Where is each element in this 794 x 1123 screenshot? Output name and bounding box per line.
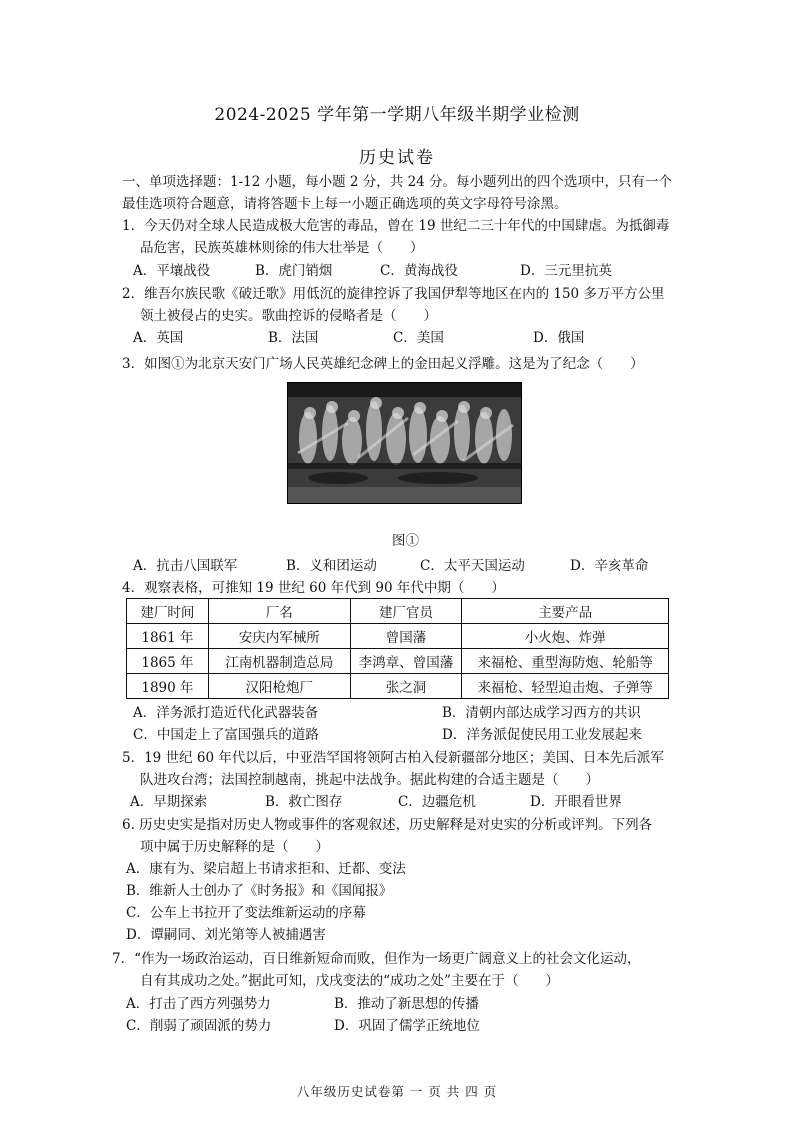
q3-option-a: A．抗击八国联军 — [133, 558, 238, 574]
table-cell: 李鸿章、曾国藩 — [350, 649, 462, 674]
table-cell: 曾国藩 — [350, 624, 462, 649]
factory-table — [126, 598, 669, 699]
q3-option-c: C．太平天国运动 — [420, 558, 525, 574]
q7-option-b: B．推动了新思想的传播 — [334, 996, 479, 1012]
q4-option-c: C．中国走上了富国强兵的道路 — [133, 727, 319, 743]
table-header-row — [127, 599, 669, 624]
table-cell: 汉阳枪炮厂 — [208, 674, 350, 699]
q2-option-b: B．法国 — [268, 330, 319, 346]
table-cell: 安庆内军械所 — [208, 624, 350, 649]
q3-stem-line1: 3．如图①为北京天安门广场人民英雄纪念碑上的金田起义浮雕。这是为了纪念（ ） — [122, 356, 644, 372]
q7-option-a: A．打击了西方列强势力 — [126, 996, 271, 1012]
q1-option-a: A．平壤战役 — [133, 263, 211, 279]
table-cell: 1890 年 — [127, 674, 209, 699]
q7-stem-line2: 自有其成功之处。”据此可知，戊戌变法的“成功之处”主要在于（ ） — [140, 973, 559, 989]
table-header-cell: 主要产品 — [462, 599, 669, 624]
q5-option-a: A．早期探索 — [130, 794, 208, 810]
q7-stem-line1: 7．“作为一场政治运动，百日维新短命而败，但作为一场更广阔意义上的社会文化运动， — [112, 951, 641, 967]
q5-option-d: D．开眼看世界 — [530, 794, 622, 810]
q5-stem-line2: 队进攻台湾；法国控制越南，挑起中法战争。据此构建的合适主题是（ ） — [140, 772, 599, 788]
table-cell: 小火炮、炸弹 — [462, 624, 669, 649]
q3-option-d: D．辛亥革命 — [570, 558, 649, 574]
q5-option-b: B．救亡图存 — [265, 794, 343, 810]
table-row — [127, 624, 669, 649]
exam-subtitle: 历史试卷 — [359, 148, 435, 168]
q1-option-b: B．虎门销烟 — [255, 263, 333, 279]
q4-stem-line1: 4．观察表格，可推知 19 世纪 60 年代到 90 年代中期（ ） — [122, 580, 505, 596]
table-header-cell: 建厂官员 — [350, 599, 462, 624]
table-cell: 张之洞 — [350, 674, 462, 699]
q6-option-a: A．康有为、梁启超上书请求拒和、迁都、变法 — [126, 861, 406, 877]
q6-option-d: D．谭嗣同、刘光第等人被捕遇害 — [126, 927, 326, 943]
table-row — [127, 674, 669, 699]
q3-figure-caption: 图① — [392, 533, 419, 549]
q7-option-c: C．削弱了顽固派的势力 — [126, 1018, 272, 1034]
q5-stem-line1: 5．19 世纪 60 年代以后，中亚浩罕国将领阿古柏入侵新疆部分地区；美国、日本先后派军 — [122, 750, 664, 766]
q4-option-b: B．清朝内部达成学习西方的共识 — [442, 705, 641, 721]
section-instruction-line1: 一、单项选择题：1-12 小题，每小题 2 分，共 24 分。每小题列出的四个选项中，只有一个 — [122, 174, 673, 190]
q1-stem-line1: 1．今天仍对全球人民造成极大危害的毒品，曾在 19 世纪二三十年代的中国肆虐。为抵御毒 — [122, 218, 670, 234]
q1-option-d: D．三元里抗英 — [520, 263, 612, 279]
q4-option-d: D．洋务派促使民用工业发展起来 — [442, 727, 642, 743]
q2-stem-line2: 领土被侵占的史实。歌曲控诉的侵略者是（ ） — [140, 308, 437, 324]
q6-option-b: B．维新人士创办了《时务报》和《国闻报》 — [126, 883, 393, 899]
q6-stem-line2: 项中属于历史解释的是（ ） — [140, 839, 329, 855]
q7-option-d: D．巩固了儒学正统地位 — [334, 1018, 480, 1034]
q2-option-a: A．英国 — [133, 330, 184, 346]
jintian-uprising-relief-image — [287, 382, 522, 504]
q1-stem-line2: 品危害，民族英雄林则徐的伟大壮举是（ ） — [140, 240, 424, 256]
q4-option-a: A．洋务派打造近代化武器装备 — [133, 705, 319, 721]
table-row — [127, 649, 669, 674]
table-cell: 来福枪、轻型迫击炮、子弹等 — [462, 674, 669, 699]
table-cell: 来福枪、重型海防炮、轮船等 — [462, 649, 669, 674]
q5-option-c: C．边疆危机 — [398, 794, 476, 810]
exam-title: 2024-2025 学年第一学期八年级半期学业检测 — [214, 105, 580, 125]
q3-option-b: B．义和团运动 — [286, 558, 377, 574]
table-cell: 1861 年 — [127, 624, 209, 649]
q1-option-c: C．黄海战役 — [380, 263, 458, 279]
table-header-cell: 建厂时间 — [127, 599, 209, 624]
q6-option-c: C．公车上书拉开了变法维新运动的序幕 — [126, 905, 366, 921]
page-footer: 八年级历史试卷第 一 页 共 四 页 — [296, 1084, 498, 1099]
q6-stem-line1: 6. 历史史实是指对历史人物或事件的客观叙述，历史解释是对史实的分析或评判。下列各 — [122, 817, 653, 833]
section-instruction-line2: 最佳选项符合题意，请将答题卡上每一小题正确选项的英文字母符号涂黑。 — [122, 196, 568, 212]
table-cell: 1865 年 — [127, 649, 209, 674]
q2-option-d: D．俄国 — [533, 330, 585, 346]
table-header-cell: 厂名 — [208, 599, 350, 624]
table-cell: 江南机器制造总局 — [208, 649, 350, 674]
q2-option-c: C．美国 — [393, 330, 444, 346]
q2-stem-line1: 2．维吾尔族民歌《破迁歌》用低沉的旋律控诉了我国伊犁等地区在内的 150 多万平方公里 — [122, 286, 665, 302]
